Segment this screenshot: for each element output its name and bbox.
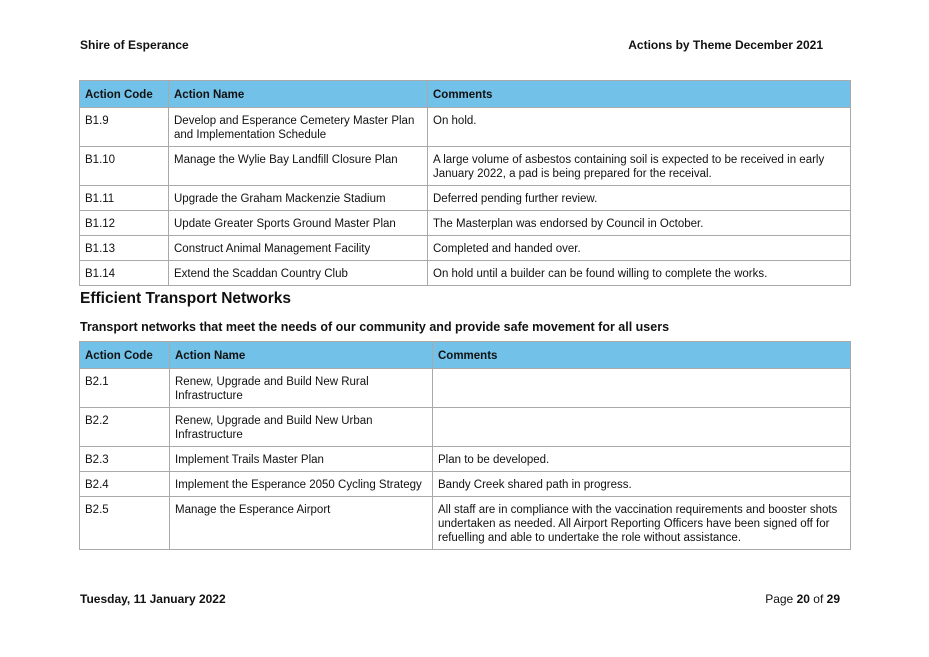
column-header-action-name: Action Name: [169, 81, 428, 108]
page-total: 29: [826, 592, 840, 606]
action-code-cell: B2.1: [80, 369, 170, 408]
page-current: 20: [796, 592, 810, 606]
action-name-cell: Implement Trails Master Plan: [170, 447, 433, 472]
page-word: Page: [765, 592, 794, 606]
section-title: Efficient Transport Networks: [80, 290, 292, 307]
column-header-action-name: Action Name: [170, 342, 433, 369]
column-header-comments: Comments: [433, 342, 851, 369]
comment-cell: The Masterplan was endorsed by Council in October.: [428, 211, 851, 236]
comment-cell: Deferred pending further review.: [428, 186, 851, 211]
comment-cell: [433, 369, 851, 408]
action-code-cell: B1.10: [80, 147, 169, 186]
action-name-cell: Develop and Esperance Cemetery Master Plan and Implementation Schedule: [169, 108, 428, 147]
table-row: [80, 497, 851, 550]
table-header-row: [80, 81, 851, 108]
action-name-cell: Update Greater Sports Ground Master Plan: [169, 211, 428, 236]
header-organisation: Shire of Esperance: [80, 38, 189, 52]
actions-table-b2: [79, 341, 851, 550]
comment-cell: All staff are in compliance with the vaccination requirements and booster shots undertaken as needed. All Airport Reporting Officers have been signed off for refuelling and able to undertake the role without assistance.: [433, 497, 851, 550]
table-row: [80, 186, 851, 211]
action-name-cell: Implement the Esperance 2050 Cycling Strategy: [170, 472, 433, 497]
action-name-cell: Extend the Scaddan Country Club: [169, 261, 428, 286]
table-row: [80, 211, 851, 236]
table-row: [80, 108, 851, 147]
action-code-cell: B1.14: [80, 261, 169, 286]
column-header-action-code: Action Code: [80, 342, 170, 369]
table-row: [80, 236, 851, 261]
action-code-cell: B2.4: [80, 472, 170, 497]
footer-page-number: [765, 592, 840, 606]
action-name-cell: Renew, Upgrade and Build New Urban Infrastructure: [170, 408, 433, 447]
action-code-cell: B2.2: [80, 408, 170, 447]
section-subtitle: Transport networks that meet the needs of our community and provide safe movement for all users: [80, 320, 670, 334]
actions-table-b1: [79, 80, 851, 286]
action-code-cell: B1.12: [80, 211, 169, 236]
action-code-cell: B1.9: [80, 108, 169, 147]
action-name-cell: Manage the Wylie Bay Landfill Closure Plan: [169, 147, 428, 186]
comment-cell: [433, 408, 851, 447]
table-row: [80, 261, 851, 286]
header-report-title: Actions by Theme December 2021: [628, 38, 823, 52]
action-name-cell: Construct Animal Management Facility: [169, 236, 428, 261]
action-name-cell: Upgrade the Graham Mackenzie Stadium: [169, 186, 428, 211]
comment-cell: Completed and handed over.: [428, 236, 851, 261]
comment-cell: Bandy Creek shared path in progress.: [433, 472, 851, 497]
action-code-cell: B2.3: [80, 447, 170, 472]
table-header-row: [80, 342, 851, 369]
comment-cell: A large volume of asbestos containing soil is expected to be received in early January 2022, a pad is being prepared for the receival.: [428, 147, 851, 186]
action-code-cell: B1.13: [80, 236, 169, 261]
action-name-cell: Manage the Esperance Airport: [170, 497, 433, 550]
table-row: [80, 472, 851, 497]
action-name-cell: Renew, Upgrade and Build New Rural Infrastructure: [170, 369, 433, 408]
table-row: [80, 447, 851, 472]
table-row: [80, 369, 851, 408]
comment-cell: On hold until a builder can be found willing to complete the works.: [428, 261, 851, 286]
action-code-cell: B1.11: [80, 186, 169, 211]
comment-cell: Plan to be developed.: [433, 447, 851, 472]
action-code-cell: B2.5: [80, 497, 170, 550]
page-of: of: [813, 592, 824, 606]
table-row: [80, 147, 851, 186]
comment-cell: On hold.: [428, 108, 851, 147]
column-header-comments: Comments: [428, 81, 851, 108]
column-header-action-code: Action Code: [80, 81, 169, 108]
footer-date: Tuesday, 11 January 2022: [80, 592, 226, 606]
table-row: [80, 408, 851, 447]
